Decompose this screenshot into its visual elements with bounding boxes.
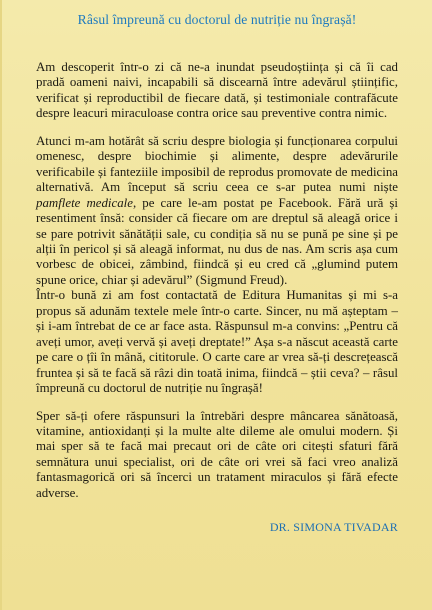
paragraph-4: Sper să-ți ofere răspunsuri la întrebări despre mâncarea sănătoasă, vitamine, antioxidanți și la multe alte dileme ale omului modern. Și mai sper să te facă mai precaut ori de câte ori citești sfaturi fără semnătura unui specialist, ori de câte ori vrei să faci vreo analiză fantasmagorică ori să încerci un tratament miraculos și fără efecte adverse. bbox=[36, 408, 398, 500]
paragraph-2-part-1: Atunci m-am hotărât să scriu despre biologia și funcționarea corpului omenesc, despre biochimie și alimente, despre adevărurile verificabile și fanteziile imposibil de reprodus promovate de medicina alternativă. Am început să scriu ceea ce s-ar putea numi niște bbox=[36, 133, 398, 195]
paragraph-3: Într-o bună zi am fost contactată de Editura Humanitas și mi s-a propus să adunăm textele mele într-o carte. Sincer, nu mă așteptam – și i-am întrebat de ce ar face asta. Răspunsul m-a convins: „Pentru că aveți umor, aveți vervă și aveți dreptate!” Așa s-a născut această carte pe care o țîi în mână, cititorule. O carte care ar vrea să-ți descrețească fruntea și să te facă să râzi din toată inima, fiindcă – știi ceva? – râsul împreună cu doctorul de nutriție nu îngrașă! bbox=[36, 288, 398, 396]
paragraph-2-italic: pamflete medicale bbox=[36, 195, 133, 210]
author-signature: DR. SIMONA TIVADAR bbox=[269, 520, 398, 534]
cover-body-text bbox=[36, 60, 398, 513]
paragraph-1: Am descoperit într-o zi că ne-a inundat pseudoștiința și că îi cad pradă oameni naivi, incapabili să discearnă între adevărul științific, verificat și reproductibil de fiecare dată, și testimoniale contrafăcute despre leacuri miraculoase contra orice sau preventive contra nimic. bbox=[36, 60, 398, 121]
cover-tagline: Râsul împreună cu doctorul de nutriție nu îngrașă! bbox=[77, 12, 357, 27]
paragraph-2 bbox=[36, 134, 398, 289]
paragraph-2-part-2: , pe care le-am postat pe Facebook. Fără ură și resentiment însă: consider că fiecare om are dreptul să aleagă orice i se pare potrivit sănătății sale, cu condiția să nu se pună pe sine și pe alții în pericol și să aleagă informat, nu dus de nas. Am scris așa cum vorbesc de obicei, zâmbind, fiindcă și eu cred că „glumind putem spune orice, chiar și adevărul” (Sigmund Freud). bbox=[36, 195, 399, 287]
